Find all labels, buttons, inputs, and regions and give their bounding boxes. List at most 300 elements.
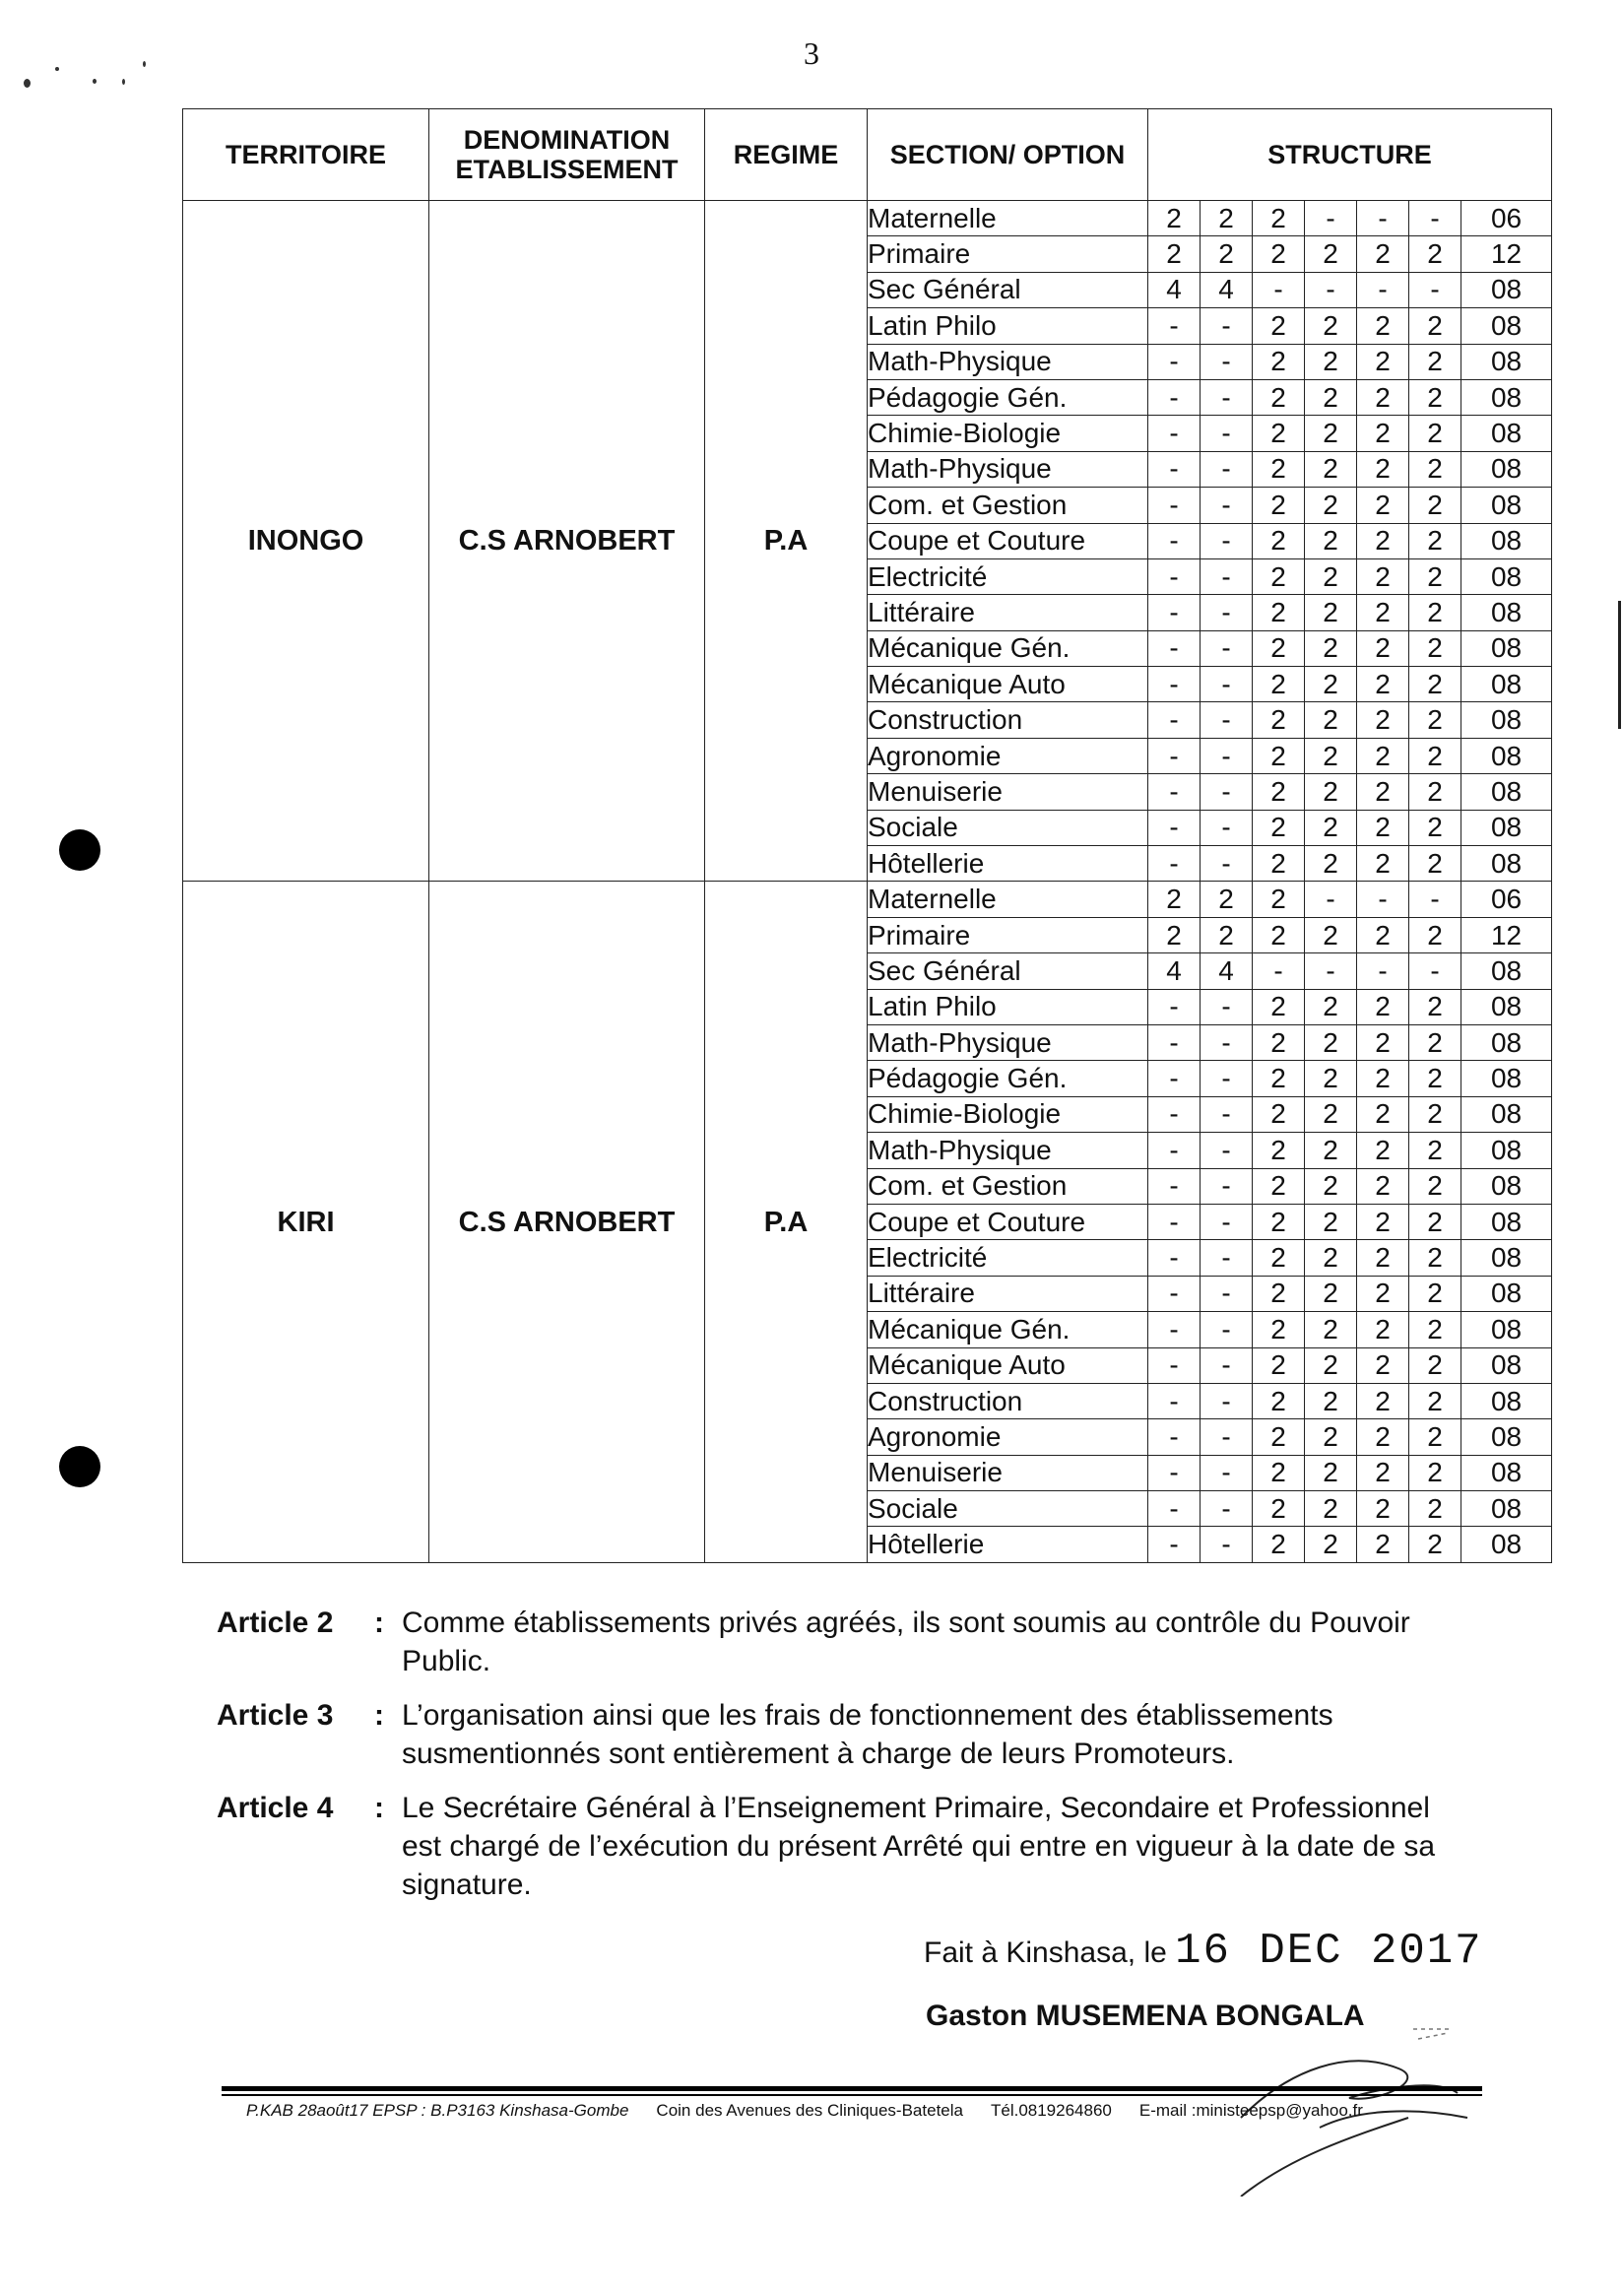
structure-value-cell: 2 (1357, 595, 1409, 630)
option-cell: Latin Philo (868, 989, 1148, 1024)
structure-value-cell: 2 (1305, 1168, 1357, 1204)
structure-value-cell: 2 (1253, 1276, 1305, 1311)
structure-value-cell: 2 (1357, 1276, 1409, 1311)
footer-phone: Tél.0819264860 (990, 2101, 1112, 2120)
structure-value-cell: 2 (1253, 451, 1305, 487)
structure-value-cell: 2 (1409, 1312, 1461, 1347)
structure-value-cell: - (1201, 1061, 1253, 1096)
structure-value-cell: 2 (1148, 201, 1201, 236)
structure-value-cell: 2 (1357, 738, 1409, 773)
structure-value-cell: 2 (1409, 738, 1461, 773)
structure-value-cell: 2 (1305, 846, 1357, 882)
structure-total-cell: 08 (1461, 308, 1552, 344)
option-cell: Hôtellerie (868, 1527, 1148, 1562)
structure-value-cell: - (1357, 882, 1409, 917)
structure-value-cell: 2 (1305, 989, 1357, 1024)
structure-value-cell: - (1201, 488, 1253, 523)
structure-total-cell: 12 (1461, 917, 1552, 952)
option-cell: Primaire (868, 236, 1148, 272)
structure-total-cell: 08 (1461, 774, 1552, 810)
structure-value-cell: 2 (1409, 702, 1461, 738)
structure-total-cell: 08 (1461, 846, 1552, 882)
structure-value-cell: 2 (1305, 308, 1357, 344)
structure-value-cell: - (1148, 774, 1201, 810)
footer-rule (222, 2086, 1482, 2091)
structure-value-cell: - (1201, 1204, 1253, 1239)
structure-value-cell: - (1148, 846, 1201, 882)
structure-value-cell: 4 (1201, 953, 1253, 989)
structure-value-cell: - (1201, 1527, 1253, 1562)
structure-value-cell: 2 (1305, 236, 1357, 272)
structure-value-cell: 2 (1409, 810, 1461, 845)
structure-value-cell: 2 (1253, 989, 1305, 1024)
structure-value-cell: 2 (1253, 1168, 1305, 1204)
option-cell: Agronomie (868, 738, 1148, 773)
structure-value-cell: - (1148, 1491, 1201, 1527)
structure-value-cell: 2 (1253, 702, 1305, 738)
structure-value-cell: 2 (1305, 738, 1357, 773)
structure-total-cell: 06 (1461, 201, 1552, 236)
structure-total-cell: 08 (1461, 1024, 1552, 1060)
structure-value-cell: - (1201, 1419, 1253, 1455)
option-cell: Mécanique Gén. (868, 630, 1148, 666)
structure-value-cell: - (1201, 989, 1253, 1024)
structure-value-cell: 2 (1305, 558, 1357, 594)
structure-total-cell: 08 (1461, 1276, 1552, 1311)
structure-value-cell: 2 (1409, 416, 1461, 451)
option-cell: Hôtellerie (868, 846, 1148, 882)
option-cell: Chimie-Biologie (868, 416, 1148, 451)
article-2 (217, 1604, 1477, 1680)
structure-value-cell: 2 (1357, 379, 1409, 415)
structure-value-cell: - (1253, 953, 1305, 989)
date-stamp: 16 DEC 2017 (1175, 1927, 1483, 1976)
structure-value-cell: 2 (1253, 379, 1305, 415)
structure-value-cell: 2 (1253, 630, 1305, 666)
structure-value-cell: 2 (1253, 488, 1305, 523)
structure-value-cell: - (1148, 523, 1201, 558)
structure-total-cell: 08 (1461, 1347, 1552, 1383)
punch-hole (59, 829, 100, 871)
structure-total-cell: 08 (1461, 451, 1552, 487)
structure-total-cell: 08 (1461, 953, 1552, 989)
structure-value-cell: - (1201, 1383, 1253, 1418)
structure-value-cell: 2 (1357, 523, 1409, 558)
article-colon: : (374, 1607, 384, 1639)
structure-value-cell: 2 (1305, 1527, 1357, 1562)
structure-total-cell: 08 (1461, 1096, 1552, 1132)
structure-value-cell: 2 (1148, 882, 1201, 917)
structure-value-cell: 2 (1409, 1347, 1461, 1383)
header-denomination: DENOMINATION ETABLISSEMENT (429, 109, 705, 201)
structure-value-cell: 2 (1357, 917, 1409, 952)
structure-value-cell: 2 (1305, 1024, 1357, 1060)
structure-value-cell: 2 (1409, 451, 1461, 487)
structure-value-cell: - (1201, 1312, 1253, 1347)
header-territoire: TERRITOIRE (183, 109, 429, 201)
structure-total-cell: 08 (1461, 595, 1552, 630)
article-label: Article 4 (217, 1792, 334, 1824)
structure-total-cell: 08 (1461, 1455, 1552, 1490)
option-cell: Math-Physique (868, 1024, 1148, 1060)
structure-value-cell: 2 (1409, 989, 1461, 1024)
scan-speck (143, 61, 146, 67)
structure-value-cell: 2 (1409, 774, 1461, 810)
structure-value-cell: 2 (1305, 1240, 1357, 1276)
structure-value-cell: - (1201, 738, 1253, 773)
structure-value-cell: 2 (1253, 1096, 1305, 1132)
structure-value-cell: 2 (1409, 1527, 1461, 1562)
structure-value-cell: 2 (1253, 774, 1305, 810)
structure-value-cell: - (1148, 1168, 1201, 1204)
structure-value-cell: 2 (1253, 1347, 1305, 1383)
structure-value-cell: 2 (1357, 488, 1409, 523)
structure-value-cell: - (1148, 810, 1201, 845)
territoire-cell: KIRI (183, 882, 429, 1562)
structure-value-cell: - (1305, 953, 1357, 989)
structure-value-cell: 2 (1409, 846, 1461, 882)
structure-value-cell: 2 (1305, 667, 1357, 702)
article-4 (217, 1789, 1477, 1904)
structure-value-cell: - (1148, 1096, 1201, 1132)
structure-value-cell: 2 (1253, 595, 1305, 630)
structure-value-cell: - (1201, 846, 1253, 882)
structure-value-cell: - (1201, 1096, 1253, 1132)
structure-value-cell: - (1201, 344, 1253, 379)
structure-value-cell: - (1201, 810, 1253, 845)
option-cell: Maternelle (868, 882, 1148, 917)
option-cell: Construction (868, 1383, 1148, 1418)
structure-value-cell: - (1148, 989, 1201, 1024)
structure-value-cell: - (1201, 416, 1253, 451)
structure-value-cell: 2 (1305, 702, 1357, 738)
structure-total-cell: 08 (1461, 667, 1552, 702)
structure-value-cell: - (1357, 953, 1409, 989)
structure-value-cell: - (1148, 344, 1201, 379)
structure-value-cell: 4 (1148, 953, 1201, 989)
structure-value-cell: - (1201, 774, 1253, 810)
structure-value-cell: 2 (1201, 236, 1253, 272)
structure-value-cell: - (1148, 595, 1201, 630)
article-3 (217, 1696, 1477, 1773)
structure-value-cell: 2 (1409, 1133, 1461, 1168)
structure-value-cell: 2 (1253, 1527, 1305, 1562)
structure-value-cell: 2 (1357, 236, 1409, 272)
structure-value-cell: 2 (1253, 1419, 1305, 1455)
option-cell: Menuiserie (868, 1455, 1148, 1490)
structure-total-cell: 06 (1461, 882, 1552, 917)
option-cell: Agronomie (868, 1419, 1148, 1455)
footer-address: Coin des Avenues des Cliniques-Batetela (656, 2101, 963, 2120)
structure-value-cell: 2 (1253, 1024, 1305, 1060)
footer-email: E-mail :ministeepsp@yahoo.fr (1138, 2101, 1363, 2120)
structure-value-cell: 2 (1305, 1133, 1357, 1168)
structure-value-cell: 2 (1357, 702, 1409, 738)
structure-total-cell: 08 (1461, 810, 1552, 845)
scan-speck (93, 79, 97, 84)
structure-value-cell: - (1201, 1455, 1253, 1490)
structure-total-cell: 08 (1461, 989, 1552, 1024)
structure-total-cell: 08 (1461, 1383, 1552, 1418)
structure-value-cell: 2 (1357, 667, 1409, 702)
structure-value-cell: 2 (1305, 1276, 1357, 1311)
structure-value-cell: - (1148, 702, 1201, 738)
table-row (183, 882, 1552, 917)
structure-value-cell: 2 (1253, 1061, 1305, 1096)
structure-value-cell: 2 (1357, 1096, 1409, 1132)
structure-value-cell: - (1253, 272, 1305, 307)
structure-value-cell: 2 (1201, 201, 1253, 236)
option-cell: Menuiserie (868, 774, 1148, 810)
structure-value-cell: 2 (1409, 1455, 1461, 1490)
article-colon: : (374, 1792, 384, 1824)
structure-value-cell: - (1148, 1024, 1201, 1060)
structure-value-cell: 2 (1253, 308, 1305, 344)
structure-value-cell: 2 (1357, 1527, 1409, 1562)
structure-total-cell: 12 (1461, 236, 1552, 272)
structure-value-cell: 2 (1148, 236, 1201, 272)
structure-value-cell: - (1148, 558, 1201, 594)
structure-value-cell: - (1148, 308, 1201, 344)
structure-value-cell: 2 (1253, 882, 1305, 917)
structure-value-cell: 2 (1409, 630, 1461, 666)
structure-value-cell: 2 (1357, 846, 1409, 882)
structure-value-cell: - (1148, 1455, 1201, 1490)
option-cell: Sec Général (868, 272, 1148, 307)
structure-value-cell: - (1201, 667, 1253, 702)
option-cell: Com. et Gestion (868, 488, 1148, 523)
structure-value-cell: 2 (1253, 1133, 1305, 1168)
structure-value-cell: - (1148, 1312, 1201, 1347)
structure-value-cell: 2 (1357, 1168, 1409, 1204)
structure-value-cell: - (1148, 379, 1201, 415)
option-cell: Mécanique Auto (868, 667, 1148, 702)
structure-value-cell: 2 (1357, 1347, 1409, 1383)
article-text: Le Secrétaire Général à l’Enseignement Primaire, Secondaire et Professionnel est chargé de l’exécution du présent Arrêté qui entre en vigueur à la date de sa signature. (402, 1792, 1436, 1901)
structure-value-cell: 2 (1253, 1383, 1305, 1418)
structure-value-cell: 4 (1148, 272, 1201, 307)
structure-value-cell: 2 (1305, 1204, 1357, 1239)
header-section-option: SECTION/ OPTION (868, 109, 1148, 201)
structure-value-cell: - (1148, 1527, 1201, 1562)
structure-value-cell: 2 (1357, 1312, 1409, 1347)
option-cell: Littéraire (868, 1276, 1148, 1311)
structure-value-cell: 2 (1253, 1204, 1305, 1239)
structure-value-cell: 2 (1357, 1455, 1409, 1490)
structure-value-cell: 2 (1305, 630, 1357, 666)
regime-cell: P.A (705, 201, 868, 882)
structure-value-cell: - (1357, 201, 1409, 236)
etablissement-cell: C.S ARNOBERT (429, 882, 705, 1562)
option-cell: Mécanique Gén. (868, 1312, 1148, 1347)
structure-value-cell: 2 (1409, 558, 1461, 594)
option-cell: Sociale (868, 810, 1148, 845)
structure-value-cell: 2 (1253, 738, 1305, 773)
structure-value-cell: 2 (1305, 416, 1357, 451)
table-header-row (183, 109, 1552, 201)
structure-value-cell: 2 (1409, 1491, 1461, 1527)
structure-value-cell: 2 (1409, 308, 1461, 344)
option-cell: Latin Philo (868, 308, 1148, 344)
structure-value-cell: - (1148, 1347, 1201, 1383)
option-cell: Electricité (868, 1240, 1148, 1276)
structure-value-cell: 2 (1409, 595, 1461, 630)
structure-value-cell: 2 (1201, 882, 1253, 917)
signing-place: Fait à Kinshasa, le (924, 1936, 1167, 1969)
structure-value-cell: - (1148, 738, 1201, 773)
structure-value-cell: 2 (1253, 1491, 1305, 1527)
structure-value-cell: 2 (1253, 416, 1305, 451)
structure-value-cell: 2 (1409, 1383, 1461, 1418)
structure-value-cell: 2 (1253, 201, 1305, 236)
structure-value-cell: 2 (1253, 846, 1305, 882)
structure-value-cell: - (1201, 702, 1253, 738)
structure-value-cell: - (1305, 272, 1357, 307)
option-cell: Sociale (868, 1491, 1148, 1527)
structure-value-cell: - (1148, 1204, 1201, 1239)
structure-value-cell: 2 (1305, 451, 1357, 487)
structure-value-cell: 2 (1409, 1061, 1461, 1096)
territoire-cell: INONGO (183, 201, 429, 882)
signing-place-date (924, 1927, 1483, 1976)
structure-total-cell: 08 (1461, 630, 1552, 666)
footer-rule-thin (222, 2094, 1482, 2096)
structure-value-cell: 4 (1201, 272, 1253, 307)
structure-table (182, 108, 1552, 1563)
footer-reference: P.KAB 28août17 EPSP : B.P3163 Kinshasa-Gombe (246, 2101, 629, 2120)
option-cell: Pédagogie Gén. (868, 1061, 1148, 1096)
structure-total-cell: 08 (1461, 344, 1552, 379)
structure-value-cell: - (1148, 1276, 1201, 1311)
article-text: L’organisation ainsi que les frais de fonctionnement des établissements susmentionnés sont entièrement à charge de leurs Promoteurs. (402, 1699, 1333, 1770)
structure-value-cell: - (1148, 1383, 1201, 1418)
structure-value-cell: 2 (1357, 989, 1409, 1024)
structure-value-cell: 2 (1253, 1312, 1305, 1347)
option-cell: Math-Physique (868, 1133, 1148, 1168)
page-number: 3 (804, 35, 819, 71)
header-regime: REGIME (705, 109, 868, 201)
structure-value-cell: - (1201, 308, 1253, 344)
header-structure: STRUCTURE (1148, 109, 1552, 201)
structure-value-cell: 2 (1357, 558, 1409, 594)
structure-value-cell: 2 (1357, 774, 1409, 810)
structure-value-cell: - (1409, 201, 1461, 236)
punch-hole (59, 1446, 100, 1487)
structure-total-cell: 08 (1461, 1168, 1552, 1204)
structure-value-cell: - (1148, 488, 1201, 523)
structure-value-cell: 2 (1253, 917, 1305, 952)
scan-speck (55, 67, 59, 71)
structure-value-cell: 2 (1357, 810, 1409, 845)
structure-value-cell: 2 (1409, 379, 1461, 415)
structure-value-cell: 2 (1409, 1419, 1461, 1455)
structure-value-cell: - (1409, 272, 1461, 307)
structure-value-cell: 2 (1357, 344, 1409, 379)
structure-value-cell: 2 (1305, 1383, 1357, 1418)
structure-value-cell: 2 (1357, 1133, 1409, 1168)
structure-value-cell: 2 (1357, 1024, 1409, 1060)
structure-value-cell: - (1201, 1133, 1253, 1168)
structure-value-cell: - (1148, 416, 1201, 451)
article-label: Article 2 (217, 1607, 334, 1639)
structure-value-cell: - (1148, 1240, 1201, 1276)
structure-value-cell: 2 (1305, 379, 1357, 415)
structure-value-cell: 2 (1305, 1347, 1357, 1383)
structure-total-cell: 08 (1461, 1133, 1552, 1168)
structure-value-cell: 2 (1409, 1096, 1461, 1132)
structure-value-cell: 2 (1201, 917, 1253, 952)
structure-value-cell: 2 (1409, 344, 1461, 379)
structure-value-cell: 2 (1253, 667, 1305, 702)
structure-value-cell: - (1148, 1061, 1201, 1096)
option-cell: Electricité (868, 558, 1148, 594)
option-cell: Maternelle (868, 201, 1148, 236)
structure-value-cell: - (1201, 1276, 1253, 1311)
table-row (183, 201, 1552, 236)
structure-value-cell: 2 (1305, 1491, 1357, 1527)
structure-value-cell: 2 (1305, 488, 1357, 523)
structure-value-cell: 2 (1357, 1491, 1409, 1527)
structure-value-cell: 2 (1305, 917, 1357, 952)
structure-total-cell: 08 (1461, 1491, 1552, 1527)
structure-value-cell: - (1357, 272, 1409, 307)
structure-total-cell: 08 (1461, 1312, 1552, 1347)
structure-total-cell: 08 (1461, 1204, 1552, 1239)
structure-value-cell: 2 (1357, 451, 1409, 487)
article-text: Comme établissements privés agréés, ils sont soumis au contrôle du Pouvoir Public. (402, 1607, 1410, 1677)
structure-value-cell: 2 (1253, 523, 1305, 558)
structure-value-cell: 2 (1409, 667, 1461, 702)
etablissement-cell: C.S ARNOBERT (429, 201, 705, 882)
structure-value-cell: 2 (1409, 488, 1461, 523)
structure-value-cell: 2 (1253, 344, 1305, 379)
structure-value-cell: 2 (1409, 1240, 1461, 1276)
structure-value-cell: - (1201, 1024, 1253, 1060)
structure-value-cell: 2 (1357, 1383, 1409, 1418)
option-cell: Pédagogie Gén. (868, 379, 1148, 415)
structure-value-cell: - (1201, 630, 1253, 666)
structure-value-cell: 2 (1305, 1096, 1357, 1132)
structure-value-cell: 2 (1357, 1419, 1409, 1455)
structure-value-cell: 2 (1253, 1455, 1305, 1490)
structure-value-cell: 2 (1357, 1240, 1409, 1276)
article-label: Article 3 (217, 1699, 334, 1732)
structure-value-cell: 2 (1305, 774, 1357, 810)
margin-mark (1618, 601, 1621, 729)
structure-value-cell: 2 (1148, 917, 1201, 952)
structure-value-cell: - (1201, 523, 1253, 558)
structure-value-cell: - (1201, 1347, 1253, 1383)
structure-value-cell: - (1305, 201, 1357, 236)
structure-total-cell: 08 (1461, 488, 1552, 523)
structure-value-cell: 2 (1253, 236, 1305, 272)
structure-value-cell: 2 (1305, 1312, 1357, 1347)
structure-value-cell: - (1201, 1168, 1253, 1204)
structure-total-cell: 08 (1461, 702, 1552, 738)
option-cell: Com. et Gestion (868, 1168, 1148, 1204)
structure-total-cell: 08 (1461, 523, 1552, 558)
footer (246, 2101, 1477, 2121)
option-cell: Mécanique Auto (868, 1347, 1148, 1383)
structure-value-cell: - (1148, 1419, 1201, 1455)
structure-total-cell: 08 (1461, 558, 1552, 594)
structure-value-cell: 2 (1409, 1276, 1461, 1311)
structure-value-cell: - (1148, 451, 1201, 487)
structure-value-cell: 2 (1305, 1419, 1357, 1455)
structure-value-cell: - (1201, 558, 1253, 594)
structure-value-cell: 2 (1357, 630, 1409, 666)
structure-value-cell: - (1201, 595, 1253, 630)
